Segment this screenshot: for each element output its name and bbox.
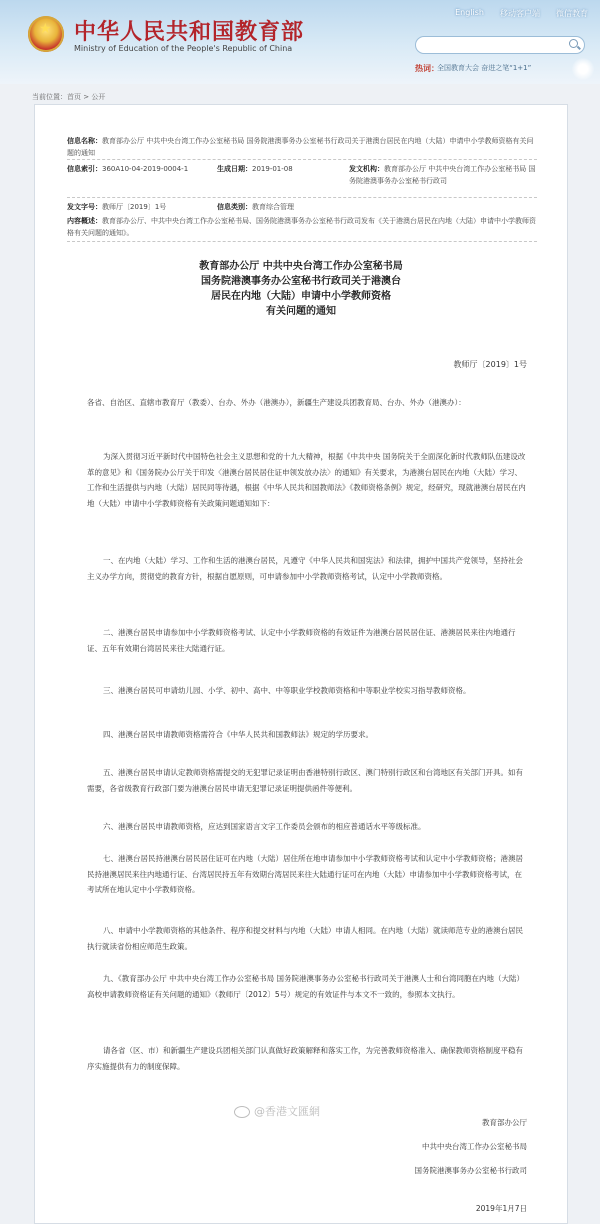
info-date-row <box>217 163 293 175</box>
divider <box>67 241 537 242</box>
info-issuer-row <box>349 163 537 187</box>
signature-hk-macao-office: 国务院港澳事务办公室秘书行政司 <box>414 1166 527 1175</box>
ministry-title[interactable]: 中华人民共和国教育部 <box>74 20 305 45</box>
info-docno-row <box>67 201 166 213</box>
hot-words-link[interactable]: 全国教育大会 奋进之笔“1+1” <box>437 64 532 72</box>
wechat-link[interactable]: 微信教育 <box>556 9 588 18</box>
paragraph-8: 八、申请中小学教师资格的其他条件、程序和提交材料与内地（大陆）申请人相同。在内地（大陆）就读师范专业的港澳台居民执行就读省份相应师范生政策。 <box>87 926 523 951</box>
ministry-subtitle: Ministry of Education of the People's Republic of China <box>74 44 293 53</box>
watermark-text: @香港文匯網 <box>254 1105 320 1118</box>
info-date-value: 2019-01-08 <box>252 165 293 173</box>
breadcrumb[interactable]: 当前位置：首页 > 公开 <box>32 93 106 101</box>
info-name-value: 教育部办公厅 中共中央台湾工作办公室秘书局 国务院港澳事务办公室秘书行政司关于港澳台居民在内地（大陆）申请中小学教师资格有关问题的通知 <box>67 137 534 157</box>
document-number: 教师厅〔2019〕1号 <box>453 360 527 369</box>
title-line: 有关问题的通知 <box>266 306 336 317</box>
paragraph-6: 六、港澳台居民申请教师资格，应达到国家语言文字工作委员会颁布的相应普通话水平等级标准。 <box>103 822 426 831</box>
paragraph-4: 四、港澳台居民申请教师资格需符合《中华人民共和国教师法》规定的学历要求。 <box>103 730 373 739</box>
paragraph-intro: 为深入贯彻习近平新时代中国特色社会主义思想和党的十九大精神，根据《中共中央 国务院关于全面深化新时代教师队伍建设改革的意见》和《国务院办公厅关于印发〈港澳台居民居住证申领发放办法〉的通知》有关要求，为港澳台居民在内地（大陆）学习、工作和生活提供与内地（大陆）居民同等待遇，根据《中华人民共和国教师法》《教师资格条例》规定，经研究，现就港澳台居民在内地（大陆）申请中小学教师资格有关政策问题通知如下： <box>87 452 526 508</box>
info-category-row <box>217 201 294 213</box>
document-title <box>35 259 567 319</box>
hot-words-label: 热词： <box>415 64 439 73</box>
national-emblem-icon: ★ <box>28 16 64 52</box>
info-summary-row <box>67 215 537 239</box>
info-index-label: 信息索引： <box>67 165 102 173</box>
search-icon[interactable] <box>569 39 578 48</box>
weibo-icon <box>234 1106 250 1118</box>
paragraph-7: 七、港澳台居民持港澳台居民居住证可在内地（大陆）居住所在地申请参加中小学教师资格考试和认定中小学教师资格；港澳居民持港澳居民来往内地通行证、台湾居民持五年有效期台湾居民来往大陆通行证可在内地（大陆）申请参加中小学教师资格考试，在考试所在地认定中小学教师资格。 <box>87 854 523 894</box>
info-name-row <box>67 135 537 159</box>
info-docno-label: 发文字号： <box>67 203 102 211</box>
info-issuer-value: 教育部办公厅 中共中央台湾工作办公室秘书局 国务院港澳事务办公室秘书行政司 <box>349 165 536 185</box>
paragraph-2: 二、港澳台居民申请参加中小学教师资格考试、认定中小学教师资格的有效证件为港澳台居民居住证、港澳居民来往内地通行证、五年有效期台湾居民来往大陆通行证。 <box>87 628 516 653</box>
paragraph-3: 三、港澳台居民可申请幼儿园、小学、初中、高中、中等职业学校教师资格和中等职业学校实习指导教师资格。 <box>103 686 471 695</box>
info-issuer-label: 发文机构： <box>349 165 384 173</box>
english-link[interactable]: English <box>455 8 484 17</box>
paragraph-closing: 请各省（区、市）和新疆生产建设兵团相关部门认真做好政策解释和落实工作，为完善教师资格准入、确保教师资格制度平稳有序实施提供有力的制度保障。 <box>87 1046 523 1071</box>
document-page <box>34 104 568 1224</box>
title-line: 居民在内地（大陆）申请中小学教师资格 <box>211 291 391 302</box>
site-header <box>0 0 600 84</box>
info-index-value: 360A10-04-2019-0004-1 <box>102 165 189 173</box>
watermark <box>234 1103 320 1119</box>
info-category-label: 信息类别： <box>217 203 252 211</box>
signature-taiwan-office: 中共中央台湾工作办公室秘书局 <box>422 1142 527 1151</box>
mobile-client-link[interactable]: 移动客户端 <box>500 9 540 18</box>
info-index-row <box>67 163 188 175</box>
paragraph-1: 一、在内地（大陆）学习、工作和生活的港澳台居民，凡遵守《中华人民共和国宪法》和法律，拥护中国共产党领导，坚持社会主义办学方向，贯彻党的教育方针，根据自愿原则，可申请参加中小学教师资格考试，认定中小学教师资格。 <box>87 556 523 581</box>
title-line: 国务院港澳事务办公室秘书行政司关于港澳台 <box>201 276 401 287</box>
paragraph-5: 五、港澳台居民申请认定教师资格需提交的无犯罪记录证明由香港特别行政区、澳门特别行政区和台湾地区有关部门开具。如有需要，各省级教育行政部门要为港澳台居民申请无犯罪记录证明提供函件等便利。 <box>87 768 523 793</box>
signature-moe: 教育部办公厅 <box>482 1118 527 1127</box>
info-docno-value: 教师厅〔2019〕1号 <box>102 203 167 211</box>
title-line: 教育部办公厅 中共中央台湾工作办公室秘书局 <box>199 261 403 272</box>
paragraph-9: 九、《教育部办公厅 中共中央台湾工作办公室秘书局 国务院港澳事务办公室秘书行政司关于港澳人士和台湾同胞在内地（大陆）高校申请教师资格证有关问题的通知》（教师厅〔2012〕5号）规定的有效证件与本文不一致的，参照本文执行。 <box>87 974 525 999</box>
info-date-label: 生成日期： <box>217 165 252 173</box>
dandelion-icon <box>572 58 594 80</box>
divider <box>67 159 537 160</box>
search-input[interactable] <box>415 36 585 54</box>
info-name-label: 信息名称： <box>67 137 102 145</box>
info-summary-label: 内容概述： <box>67 217 102 225</box>
addressee: 各省、自治区、直辖市教育厅（教委）、台办、外办（港澳办），新疆生产建设兵团教育局、台办、外办（港澳办）： <box>87 398 466 407</box>
info-category-value: 教育综合管理 <box>252 203 294 211</box>
info-summary-value: 教育部办公厅、中共中央台湾工作办公室秘书局、国务院港澳事务办公室秘书行政司发布《关于港澳台居民在内地（大陆）申请中小学教师资格有关问题的通知》。 <box>67 217 536 237</box>
top-links <box>455 8 588 19</box>
divider <box>67 197 537 198</box>
signature-date: 2019年1月7日 <box>475 1204 527 1213</box>
